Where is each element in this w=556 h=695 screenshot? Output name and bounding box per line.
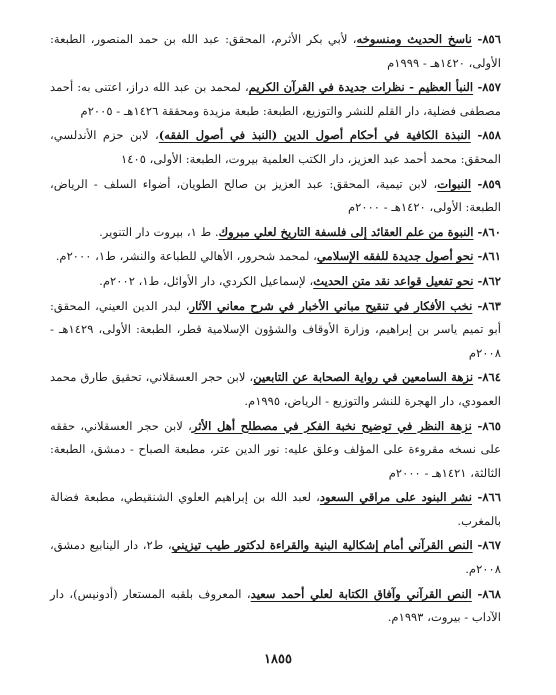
bibliography-entry [50,534,501,581]
bibliography-entry [50,415,501,486]
bibliography-entry [50,76,501,123]
entry-title: النبأ العظيم - نظرات جديدة في القرآن الكريم [248,80,474,95]
entry-dash: - [472,538,483,553]
entry-details: ، لابن حجر العسقلاني، تحقيق طارق محمد العمودي، دار الهجرة للنشر والتوزيع - الرياض، ١٩٩٥م. [50,370,501,408]
entry-dash: - [472,490,483,505]
entry-dash: - [473,80,483,95]
page-number: ١٨٥٥ [264,652,292,667]
entry-number: ٨٦١ [482,249,501,264]
entry-details: ، لعبد الله بن إبراهيم العلوي الشنقيطي، مطبعة فضالة بالمغرب. [50,490,501,528]
entry-number: ٨٦٠ [482,224,501,239]
entry-number: ٨٦٦ [482,490,502,505]
entry-dash: - [471,32,483,46]
bibliography-entry [50,366,501,413]
entry-details: ، لإسماعيل الكردي، دار الأوائل، ط١، ٢٠٠٢م. [99,273,314,288]
bibliography-entry [50,28,501,75]
entry-dash: - [473,224,483,239]
entry-number: ٨٥٨ [482,128,501,143]
entry-dash: - [472,298,483,313]
entry-number: ٨٥٩ [482,176,501,191]
entry-title: نحو أصول جديدة للفقه الإسلامي [316,249,474,264]
entry-number: ٨٦٥ [482,418,501,433]
entry-number: ٨٦٤ [482,370,501,385]
entry-details: ، لمحمد شحرور، الأهالي للطباعة والنشر، ط١، ٢٠٠٠م. [55,249,317,264]
entry-dash: - [471,176,483,191]
entry-title: نزهة النظر في توضيح نخبة الفكر في مصطلح أهل الأثر [191,418,472,433]
entry-details: ، لبدر الدين العيني، المحقق: أبو تميم ياسر بن إبراهيم، وزارة الأوقاف والشؤون الإسلامية قطر، الطبعة: الأولى، ١٤٢٩هـ - ٢٠٠٨م [50,298,501,360]
entry-dash: - [471,586,483,601]
entry-title: النبذة الكافية في أحكام أصول الدين (النبذ في أصول الفقه) [158,128,471,143]
bibliography-entry [50,173,501,220]
entry-title: نحو تفعيل قواعد نقد متن الحديث [313,273,474,288]
entry-dash: - [473,249,483,264]
bibliography-entry [50,221,501,245]
entry-dash: - [471,418,483,433]
bibliography-entry [50,270,501,294]
entry-title: النص القرآني وآفاق الكتابة لعلي أحمد سعيد [250,586,472,601]
entry-details: . ط ١، بيروت دار التنوير. [99,224,219,239]
bibliography-entry [50,245,501,269]
entry-title: نخب الأفكار في تنقيح مباني الأخبار في شرح معاني الآثار [189,298,473,313]
entry-details: ، لابن حزم الأندلسي، المحقق: محمد أحمد عبد العزيز، دار الكتب العلمية بيروت، الطبعة: الأولى، ١٤٠٥ [50,128,501,166]
entry-dash: - [470,128,483,143]
entry-details: ، لابن تيمية، المحقق: عبد العزيز بن صالح الطويان، أضواء السلف - الرياض، الطبعة: الأولى، ١٤٢٠هـ - ٢٠٠٠م [50,176,501,215]
bibliography-entry [50,486,501,533]
entry-number: ٨٥٦ [482,32,501,46]
entry-title: نزهة السامعين في رواية الصحابة عن التابعين [253,370,474,385]
bibliography-entry [50,583,501,630]
entry-number: ٨٦٣ [482,298,501,313]
entry-title: النص القرآني أمام إشكالية البنية والقراءة لدكتور طيب تيزيني [171,538,473,553]
entry-dash: - [473,273,483,288]
entry-title: نشر البنود على مراقي السعود [319,490,473,505]
entry-details: ، ط٢، دار الينابيع دمشق، ٢٠٠٨م. [50,538,501,577]
bibliography-entry [50,124,501,171]
entry-title: النبوة من علم العقائد إلى فلسفة التاريخ لعلي مبروك [218,224,474,239]
entry-number: ٨٦٨ [482,586,501,601]
entry-number: ٨٦٢ [482,273,501,288]
bibliography-list [50,28,501,630]
entry-number: ٨٦٧ [482,538,501,553]
entry-dash: - [473,370,483,385]
entry-details: ، لابن حجر العسقلاني، حققه على نسخه مقروءة على المؤلف وعلق عليه: نور الدين عتر، مطبعة الصباح - دمشق، الطبعة: الثالثة، ١٤٢١هـ - ٢٠٠٠م [50,418,501,480]
entry-details: ، لأبي بكر الأثرم، المحقق: عبد الله بن حمد المنصور، الطبعة: الأولى، ١٤٢٠هـ - ١٩٩٩م [50,32,501,70]
entry-title: النبوات [437,176,472,191]
entry-details: ، لمحمد بن عبد الله دراز، اعتنى به: أحمد مصطفى فضلية، دار القلم للنشر والتوزيع، الطبعة: طبعة مزيدة ومحققة ١٤٢٦هـ - ٢٠٠٥م [50,80,501,118]
entry-title: ناسخ الحديث ومنسوخه [356,32,472,46]
bibliography-entry [50,295,501,366]
entry-number: ٨٥٧ [482,80,501,95]
entry-details: ، المعروف بلقبه المستعار (أدونيس)، دار الآداب - بيروت، ١٩٩٣م. [50,586,501,625]
